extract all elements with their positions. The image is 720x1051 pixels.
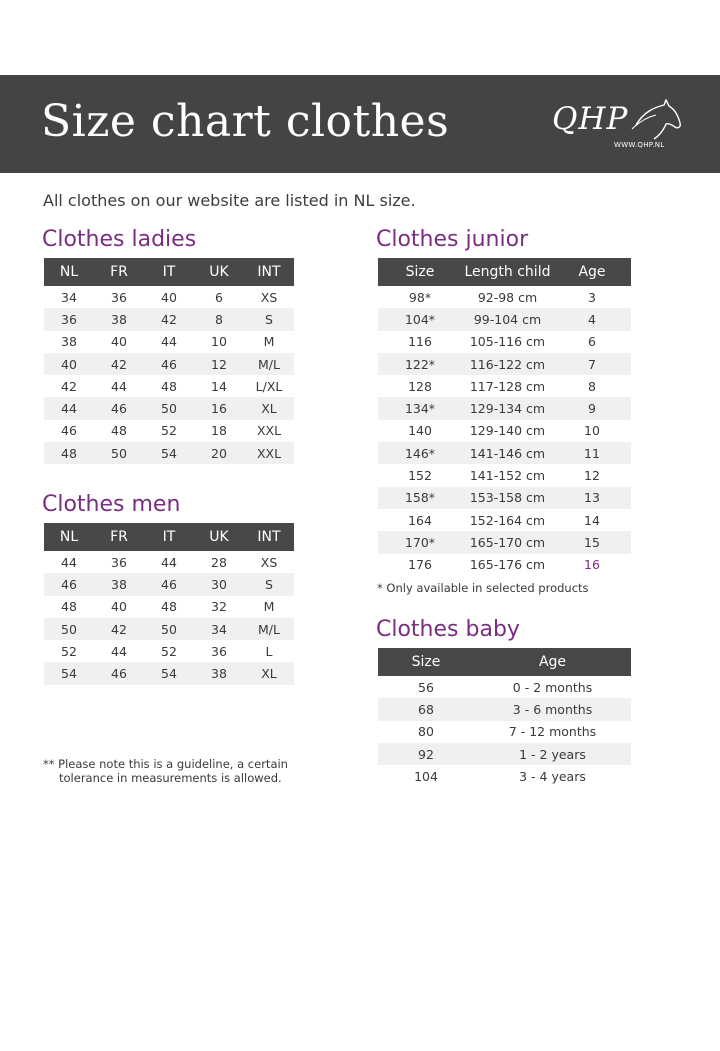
column-header: Length child <box>462 258 553 286</box>
table-cell: 48 <box>111 423 127 439</box>
table-cell: 117-128 cm <box>469 378 546 394</box>
table-cell: M <box>263 599 275 615</box>
column-header: Age <box>553 258 631 286</box>
table-cell: 165-170 cm <box>462 531 553 553</box>
table-cell: M/L <box>244 618 294 640</box>
table-cell: 104* <box>378 308 462 330</box>
table-cell: 146* <box>378 442 462 464</box>
table-cell: 20 <box>194 442 244 464</box>
table-row <box>44 375 294 397</box>
table-cell: 48 <box>161 378 177 394</box>
column-header: NL <box>44 258 94 286</box>
table-cell: 9 <box>553 397 631 419</box>
table-cell: 30 <box>194 573 244 595</box>
table-cell: 98* <box>408 289 432 305</box>
table-row <box>44 573 294 595</box>
table-cell: 176 <box>408 557 432 573</box>
table-cell: 32 <box>211 599 227 615</box>
table-cell: 1 - 2 years <box>474 743 631 765</box>
table-cell: 38 <box>94 573 144 595</box>
table-row <box>44 286 294 308</box>
table-cell: 10 <box>584 423 600 439</box>
table-row <box>378 397 631 419</box>
table-cell: 105-116 cm <box>469 334 546 350</box>
table-cell: 10 <box>211 334 227 350</box>
table-row <box>378 308 631 330</box>
table-cell: 0 - 2 months <box>512 679 593 695</box>
table-row <box>44 442 294 464</box>
footnote-line-2: tolerance in measurements is allowed. <box>59 771 282 785</box>
table-cell: 134* <box>378 397 462 419</box>
table-cell: 52 <box>161 643 177 659</box>
junior-heading: Clothes junior <box>376 227 529 252</box>
table-cell: 16 <box>584 557 600 573</box>
table-cell: 18 <box>211 423 227 439</box>
table-cell: 46 <box>144 353 194 375</box>
table-cell: 46 <box>61 423 77 439</box>
table-cell: 50 <box>44 618 94 640</box>
table-cell: 6 <box>215 289 223 305</box>
column-header: UK <box>194 258 244 286</box>
table-cell: 12 <box>194 353 244 375</box>
table-cell: 54 <box>144 442 194 464</box>
table-cell: 152-164 cm <box>469 512 546 528</box>
table-cell: 44 <box>61 554 77 570</box>
table-cell: 14 <box>584 512 600 528</box>
column-header: UK <box>194 523 244 551</box>
baby-heading: Clothes baby <box>376 617 520 642</box>
ladies-heading: Clothes ladies <box>42 227 197 252</box>
table-cell: XXL <box>244 442 294 464</box>
table-row <box>378 531 631 553</box>
table-header-row <box>44 258 294 286</box>
table-header-row <box>44 523 294 551</box>
column-header: IT <box>144 523 194 551</box>
table-row <box>378 420 631 442</box>
table-cell: 68 <box>378 698 474 720</box>
table-cell: S <box>244 308 294 330</box>
table-cell: 164 <box>408 512 432 528</box>
table-cell: 38 <box>94 308 144 330</box>
baby-size-table <box>378 648 631 787</box>
table-cell: XS <box>260 554 278 570</box>
table-cell: 140 <box>408 423 432 439</box>
men-heading: Clothes men <box>42 492 181 517</box>
table-cell: 38 <box>194 662 244 684</box>
table-header-row <box>378 648 631 676</box>
table-row <box>378 464 631 486</box>
table-cell: 104 <box>414 768 438 784</box>
table-cell: 36 <box>44 308 94 330</box>
table-row <box>44 397 294 419</box>
table-cell: L <box>265 643 273 659</box>
table-cell: 116 <box>408 334 432 350</box>
table-cell: XL <box>244 397 294 419</box>
table-cell: 36 <box>111 554 127 570</box>
table-cell: 48 <box>44 442 94 464</box>
page-title: Size chart clothes <box>41 96 450 147</box>
table-row <box>378 743 631 765</box>
table-cell: 92 <box>378 743 474 765</box>
table-cell: 129-134 cm <box>462 397 553 419</box>
table-cell: 7 - 12 months <box>508 724 597 740</box>
table-cell: 80 <box>418 724 434 740</box>
table-cell: 46 <box>44 573 94 595</box>
table-cell: 116-122 cm <box>462 353 553 375</box>
table-cell: 128 <box>408 378 432 394</box>
table-cell: 34 <box>194 618 244 640</box>
table-header-row <box>378 258 631 286</box>
table-cell: XXL <box>256 423 282 439</box>
table-cell: 54 <box>144 662 194 684</box>
table-cell: 8 <box>194 308 244 330</box>
table-cell: 28 <box>211 554 227 570</box>
table-row <box>44 353 294 375</box>
table-row <box>378 509 631 531</box>
table-cell: 50 <box>144 618 194 640</box>
table-cell: 52 <box>161 423 177 439</box>
column-header: INT <box>244 523 294 551</box>
qhp-logo <box>552 97 682 155</box>
table-row <box>378 698 631 720</box>
table-cell: 122* <box>378 353 462 375</box>
table-cell: 52 <box>61 643 77 659</box>
table-cell: 40 <box>44 353 94 375</box>
table-cell: 54 <box>44 662 94 684</box>
table-cell: 12 <box>584 468 600 484</box>
table-row <box>44 331 294 353</box>
table-cell: 50 <box>144 397 194 419</box>
column-header: Age <box>474 648 631 676</box>
table-cell: 3 - 4 years <box>519 768 586 784</box>
table-row <box>378 676 631 698</box>
table-row <box>378 331 631 353</box>
table-cell: 40 <box>111 334 127 350</box>
logo-url: WWW.QHP.NL <box>614 141 665 149</box>
table-row <box>378 353 631 375</box>
table-cell: 36 <box>211 643 227 659</box>
column-header: Size <box>378 258 462 286</box>
column-header: IT <box>144 258 194 286</box>
table-cell: 42 <box>144 308 194 330</box>
table-cell: 4 <box>553 308 631 330</box>
table-cell: 46 <box>144 573 194 595</box>
table-cell: 44 <box>161 554 177 570</box>
column-header: Size <box>378 648 474 676</box>
table-cell: XL <box>244 662 294 684</box>
table-cell: 46 <box>94 662 144 684</box>
table-cell: 141-146 cm <box>462 442 553 464</box>
table-cell: 42 <box>94 618 144 640</box>
table-row <box>44 551 294 573</box>
table-row <box>378 721 631 743</box>
table-cell: 44 <box>161 334 177 350</box>
table-cell: 13 <box>553 487 631 509</box>
table-row <box>378 554 631 576</box>
table-cell: 50 <box>94 442 144 464</box>
column-header: NL <box>44 523 94 551</box>
table-cell: 129-140 cm <box>469 423 546 439</box>
table-cell: 40 <box>111 599 127 615</box>
table-row <box>44 662 294 684</box>
table-cell: 15 <box>553 531 631 553</box>
table-cell: 6 <box>588 334 596 350</box>
table-row <box>44 308 294 330</box>
table-cell: M/L <box>244 353 294 375</box>
table-cell: 165-176 cm <box>469 557 546 573</box>
table-cell: S <box>244 573 294 595</box>
column-header: FR <box>94 523 144 551</box>
junior-size-table <box>378 258 631 576</box>
table-cell: 11 <box>553 442 631 464</box>
column-header: FR <box>94 258 144 286</box>
table-row <box>44 640 294 662</box>
table-cell: 42 <box>94 353 144 375</box>
ladies-size-table <box>44 258 294 464</box>
footnote-line-1: ** Please note this is a guideline, a certain <box>43 757 288 771</box>
table-cell: 153-158 cm <box>462 487 553 509</box>
table-cell: 3 <box>588 289 596 305</box>
junior-note: * Only available in selected products <box>377 581 589 595</box>
horse-head-icon <box>630 99 682 143</box>
table-cell: 34 <box>61 289 77 305</box>
table-cell: 38 <box>61 334 77 350</box>
intro-text: All clothes on our website are listed in NL size. <box>43 191 416 210</box>
table-cell: 40 <box>161 289 177 305</box>
table-row <box>378 487 631 509</box>
table-cell: 48 <box>61 599 77 615</box>
table-row <box>378 375 631 397</box>
table-cell: 56 <box>418 679 434 695</box>
table-cell: 92-98 cm <box>477 289 538 305</box>
table-cell: 3 - 6 months <box>474 698 631 720</box>
table-cell: 42 <box>61 378 77 394</box>
table-row <box>378 286 631 308</box>
table-row <box>44 420 294 442</box>
table-cell: 44 <box>44 397 94 419</box>
table-cell: 16 <box>194 397 244 419</box>
table-cell: 44 <box>111 643 127 659</box>
table-cell: L/XL <box>255 378 283 394</box>
table-cell: 48 <box>161 599 177 615</box>
table-row <box>378 442 631 464</box>
table-cell: XS <box>260 289 278 305</box>
table-cell: 36 <box>111 289 127 305</box>
table-cell: 8 <box>588 378 596 394</box>
table-cell: 152 <box>408 468 432 484</box>
table-cell: M <box>263 334 275 350</box>
men-size-table <box>44 523 294 685</box>
table-cell: 14 <box>211 378 227 394</box>
table-row <box>378 765 631 787</box>
logo-text: QHP <box>552 101 629 137</box>
table-cell: 44 <box>111 378 127 394</box>
table-cell: 170* <box>378 531 462 553</box>
table-cell: 46 <box>94 397 144 419</box>
table-row <box>44 618 294 640</box>
table-cell: 141-152 cm <box>469 468 546 484</box>
table-cell: 99-104 cm <box>462 308 553 330</box>
table-cell: 7 <box>553 353 631 375</box>
table-cell: 158* <box>378 487 462 509</box>
column-header: INT <box>244 258 294 286</box>
table-row <box>44 596 294 618</box>
